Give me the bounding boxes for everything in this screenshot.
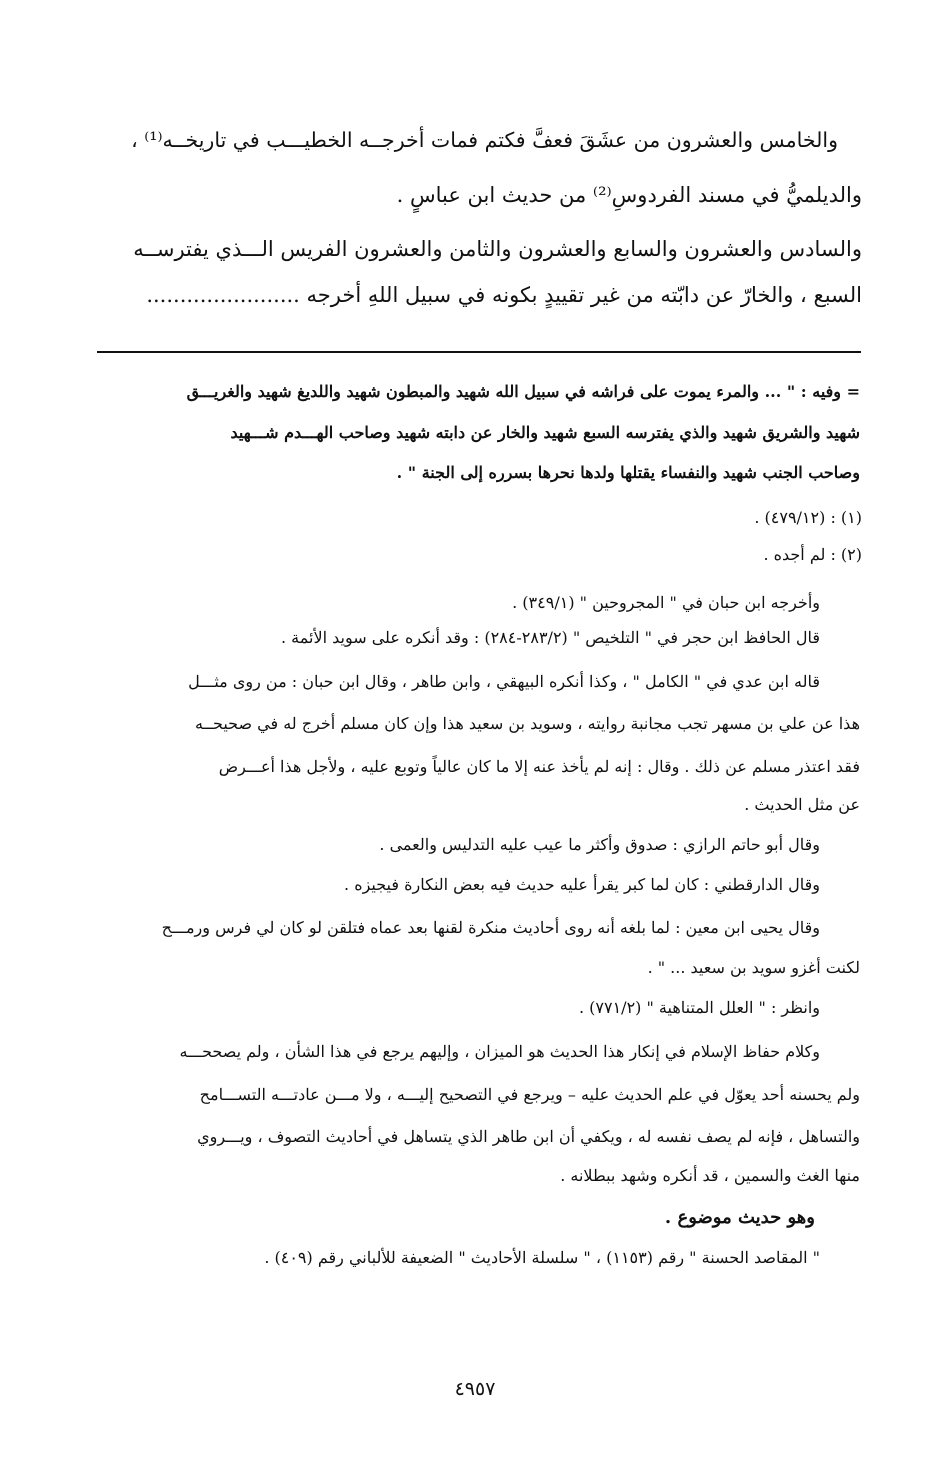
footnote-line: وأخرجه ابن حبان في " المجروحين " (٣٤٩/١) . [512, 593, 820, 612]
footnote-continuation-line-1: = وفيه : " ... والمرء يموت على فراشه في سبيل الله شهيد والمبطون شهيد واللديغ شهيد والغريـــق [186, 382, 860, 401]
main-text-line-3: والسادس والعشرون والسابع والعشرون والثامن والعشرون الفريس الـــذي يفترســه [133, 237, 862, 261]
main-text-line-1: والخامس والعشرون من عشَقَ فعفَّ فكتم فمات أخرجــه الخطيـــب في تاريخــه⁽¹⁾ ، [131, 128, 838, 152]
verdict-line: وهو حديث موضوع . [664, 1207, 815, 1228]
footnote-line: ولم يحسنه أحد يعوّل في علم الحديث عليه – ويرجع في التصحيح إليـــه ، ولا مـــن عادتـــه التســـامح [199, 1085, 860, 1104]
footnote-continuation-line-2: شهيد والشريق شهيد والذي يفترسه السبع شهيد والخار عن دابته شهيد وصاحب الهـــدم شـــهيد [230, 423, 860, 442]
footnote-line: وقال أبو حاتم الرازي : صدوق وأكثر ما عيب عليه التدليس والعمى . [379, 835, 820, 854]
footnote-separator [97, 351, 861, 353]
footnote-line: لكنت أغزو سويد بن سعيد ... " . [647, 958, 860, 977]
footnote-line: قاله ابن عدي في " الكامل " ، وكذا أنكره البيهقي ، وابن طاهر ، وقال ابن حبان : من روى مثـــل [188, 672, 820, 691]
main-text-line-2: والديلميُّ في مسند الفردوسِ⁽²⁾ من حديث ابن عباسٍ . [396, 183, 862, 207]
page-number: ٤٩٥٧ [454, 1378, 496, 1400]
footnote-line: وانظر : " العلل المتناهية " (٧٧١/٢) . [578, 998, 820, 1017]
footnote-line: منها الغث والسمين ، قد أنكره وشهد ببطلانه . [560, 1166, 860, 1185]
main-text-line-4: السبع ، والخارّ عن دابّته من غير تقييدٍ بكونه في سبيل اللهِ أخرجه ....................... [146, 283, 862, 307]
footnote-line: فقد اعتذر مسلم عن ذلك . وقال : إنه لم يأخذ عنه إلا ما كان عالياً وتوبع عليه ، ولأجل هذا أعـــرض [218, 757, 860, 776]
footnote-line: وقال الدارقطني : كان لما كبر يقرأ عليه حديث فيه بعض النكارة فيجيزه . [344, 875, 820, 894]
footnote-continuation-line-3: وصاحب الجنب شهيد والنفساء يقتلها ولدها نحرها بسرره إلى الجنة " . [396, 463, 860, 482]
footnote-1: (١) : (٤٧٩/١٢) . [754, 508, 862, 527]
footnote-line: عن مثل الحديث . [744, 795, 860, 814]
footnote-line: وكلام حفاظ الإسلام في إنكار هذا الحديث هو الميزان ، وإليهم يرجع في هذا الشأن ، ولم يصححـــه [179, 1042, 820, 1061]
sources-line: " المقاصد الحسنة " رقم (١١٥٣) ، " سلسلة الأحاديث " الضعيفة للألباني رقم (٤٠٩) . [264, 1248, 820, 1267]
footnote-line: هذا عن علي بن مسهر تجب مجانبة روايته ، وسويد بن سعيد هذا وإن كان مسلم أخرج له في صحيحــه [195, 714, 860, 733]
footnote-line: قال الحافظ ابن حجر في " التلخيص " (٢٨٣/٢-٢٨٤) : وقد أنكره على سويد الأئمة . [280, 628, 820, 647]
footnote-2-heading: (٢) : لم أجده . [763, 545, 862, 564]
footnote-line: والتساهل ، فإنه لم يصف نفسه له ، ويكفي أن ابن طاهر الذي يتساهل في أحاديث التصوف ، ويـــروي [197, 1127, 860, 1146]
footnote-line: وقال يحيى ابن معين : لما بلغه أنه روى أحاديث منكرة لقنها بعد عماه فتلقن لو كان لي فرس ورمـــح [161, 918, 820, 937]
